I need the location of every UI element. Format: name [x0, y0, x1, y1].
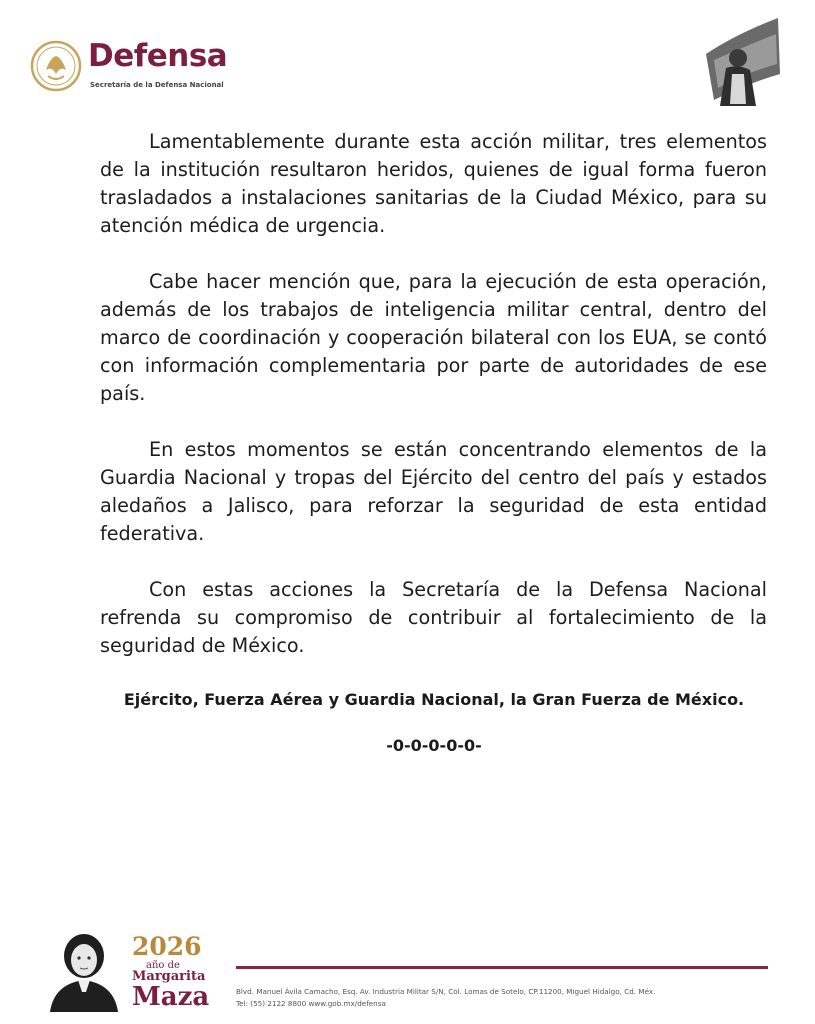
contact-line: Tel: (55) 2122 8800 www.gob.mx/defensa — [236, 999, 386, 1008]
flag-figure-icon — [686, 14, 782, 110]
footer-name-last: Maza — [132, 982, 210, 1012]
brand-name: Defensa — [88, 38, 228, 74]
portrait-icon — [40, 928, 130, 1012]
footer-address — [236, 986, 796, 1010]
paragraph-3: En estos momentos se están concentrando elementos de la Guardia Nacional y tropas del Ejército del centro del país y estados aledaños a Jalisco, para reforzar la seguridad de esta entidad federativa. — [100, 438, 767, 545]
motto: Ejército, Fuerza Aérea y Guardia Nacional, la Gran Fuerza de México. — [123, 690, 745, 709]
national-seal-icon — [30, 40, 82, 92]
closing-marker: -0-0-0-0-0- — [386, 736, 482, 755]
paragraph-4: Con estas acciones la Secretaría de la Defensa Nacional refrenda su compromiso de contribuir al fortalecimiento de la seguridad de México. — [100, 578, 767, 657]
paragraph-2: Cabe hacer mención que, para la ejecución de esta operación, además de los trabajos de inteligencia militar central, dentro del marco de coordinación y cooperación bilateral con los EUA, se contó con información complementaria por parte de autoridades de ese país. — [100, 270, 767, 405]
footer-divider — [236, 966, 768, 969]
paragraph-1: Lamentablemente durante esta acción militar, tres elementos de la institución resultaron heridos, quienes de igual forma fueron trasladados a instalaciones sanitarias de la Ciudad México, para su atención médica de urgencia. — [100, 130, 767, 237]
footer-year-caption: año de — [146, 960, 180, 971]
footer-name-first: Margarita — [132, 969, 206, 984]
footer-year: 2026 — [132, 932, 202, 961]
brand-subtitle: Secretaría de la Defensa Nacional — [90, 81, 224, 89]
address-line: Blvd. Manuel Ávila Camacho, Esq. Av. Industria Militar S/N, Col. Lomas de Sotelo, CP.11200, Miguel Hidalgo, Cd. Méx. — [236, 987, 656, 996]
statement-body — [100, 128, 767, 688]
letterhead — [30, 38, 790, 118]
